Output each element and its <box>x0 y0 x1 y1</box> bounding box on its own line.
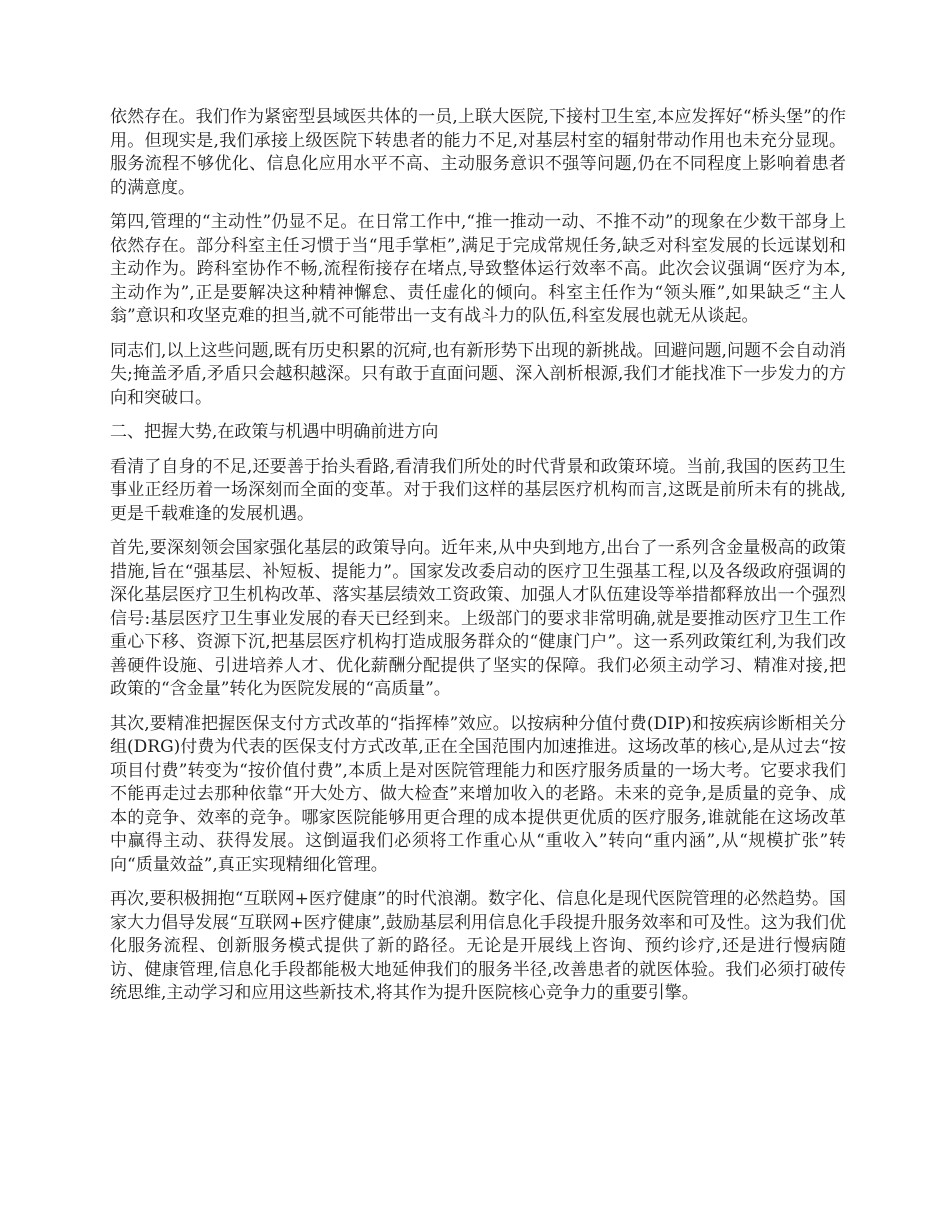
paragraph-problems-linkage: 依然存在。我们作为紧密型县域医共体的一员,上联大医院,下接村卫生室,本应发挥好“桥头堡”的作用。但现实是,我们承接上级医院下转患者的能力不足,对基层村室的辐射带动作用也未充分显现。服务流程不够优化、信息化应用水平不高、主动服务意识不强等问题,仍在不同程度上影响着患者的满意度。 <box>110 107 846 198</box>
section-heading-grasp-trends: 二、把握大势,在政策与机遇中明确前进方向 <box>110 422 439 442</box>
paragraph-first-policy-orientation: 首先,要深刻领会国家强化基层的政策导向。近年来,从中央到地方,出台了一系列含金量极高的政策措施,旨在“强基层、补短板、提能力”。国家发改委启动的医疗卫生强基工程,以及各级政府强调的深化基层医疗卫生机构改革、落实基层绩效工资政策、加强人才队伍建设等举措都释放出一个强烈信号:基层医疗卫生事业发展的春天已经到来。上级部门的要求非常明确,就是要推动医疗卫生工作重心下移、资源下沉,把基层医疗机构打造成服务群众的“健康门户”。这一系列政策红利,为我们改善硬件设施、引进培养人才、优化薪酬分配提供了坚实的保障。我们必须主动学习、精准对接,把政策的“含金量”转化为医院发展的“高质量”。 <box>110 538 846 699</box>
paragraph-comrades-face-problems: 同志们,以上这些问题,既有历史积累的沉疴,也有新形势下出现的新挑战。回避问题,问题不会自动消失;掩盖矛盾,矛盾只会越积越深。只有敢于直面问题、深入剖析根源,我们才能找准下一步发力的方向和突破口。 <box>110 340 846 408</box>
paragraph-third-internet-health: 再次,要积极拥抱“互联网+医疗健康”的时代浪潮。数字化、信息化是现代医院管理的必然趋势。国家大力倡导发展“互联网+医疗健康”,鼓励基层利用信息化手段提升服务效率和可及性。这为我们优化服务流程、创新服务模式提供了新的路径。无论是开展线上咨询、预约诊疗,还是进行慢病随访、健康管理,信息化手段都能极大地延伸我们的服务半径,改善患者的就医体验。我们必须打破传统思维,主动学习和应用这些新技术,将其作为提升医院核心竞争力的重要引擎。 <box>110 889 846 1003</box>
paragraph-era-background: 看清了自身的不足,还要善于抬头看路,看清我们所处的时代背景和政策环境。当前,我国的医药卫生事业正经历着一场深刻而全面的变革。对于我们这样的基层医疗机构而言,这既是前所未有的挑战,更是千载难逢的发展机遇。 <box>110 456 846 524</box>
paragraph-second-payment-reform: 其次,要精准把握医保支付方式改革的“指挥棒”效应。以按病种分值付费(DIP)和按疾病诊断相关分组(DRG)付费为代表的医保支付方式改革,正在全国范围内加速推进。这场改革的核心,是从过去“按项目付费”转变为“按价值付费”,本质上是对医院管理能力和医疗服务质量的一场大考。它要求我们不能再走过去那种依靠“开大处方、做大检查”来增加收入的老路。未来的竞争,是质量的竞争、成本的竞争、效率的竞争。哪家医院能够用更合理的成本提供更优质的医疗服务,谁就能在这场改革中赢得主动、获得发展。这倒逼我们必须将工作重心从“重收入”转向“重内涵”,从“规模扩张”转向“质量效益”,真正实现精细化管理。 <box>110 713 846 875</box>
paragraph-fourth-management-initiative: 第四,管理的“主动性”仍显不足。在日常工作中,“推一推动一动、不推不动”的现象在少数干部身上依然存在。部分科室主任习惯于当“甩手掌柜”,满足于完成常规任务,缺乏对科室发展的长远谋划和主动作为。跨科室协作不畅,流程衔接存在堵点,导致整体运行效率不高。此次会议强调“医疗为本,主动作为”,正是要解决这种精神懈怠、责任虚化的倾向。科室主任作为“领头雁”,如果缺乏“主人翁”意识和攻坚克难的担当,就不可能带出一支有战斗力的队伍,科室发展也就无从谈起。 <box>110 212 846 326</box>
document-page <box>110 106 846 1017</box>
